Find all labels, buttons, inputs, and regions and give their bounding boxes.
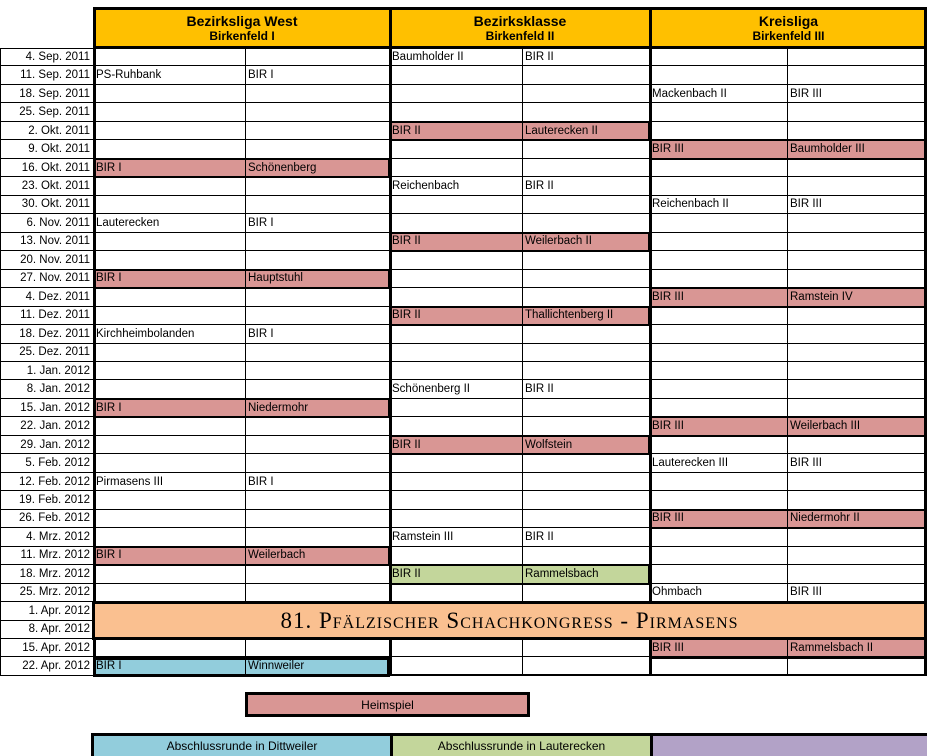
match-cell <box>788 344 927 362</box>
legend-final-dittweiler: Abschlussrunde in Dittweiler <box>94 736 390 756</box>
match-cell: BIR I <box>94 547 246 565</box>
match-cell: Weilerbach <box>246 547 390 565</box>
match-cell <box>650 380 788 398</box>
match-cell <box>788 547 927 565</box>
match-cell <box>390 417 523 435</box>
match-cell <box>523 362 650 380</box>
match-cell <box>246 380 390 398</box>
match-cell <box>94 196 246 214</box>
schedule-row <box>0 399 927 417</box>
schedule-row <box>0 417 927 435</box>
match-cell <box>94 85 246 103</box>
league-team: Birkenfeld III <box>752 29 825 43</box>
date-cell: 8. Apr. 2012 <box>0 621 94 639</box>
match-cell <box>523 103 650 121</box>
match-cell: BIR III <box>788 196 927 214</box>
match-cell: Hauptstuhl <box>246 270 390 288</box>
date-cell: 26. Feb. 2012 <box>0 510 94 528</box>
match-cell <box>523 66 650 84</box>
match-cell: Ohmbach <box>650 584 788 602</box>
match-cell: BIR I <box>94 399 246 417</box>
match-cell <box>650 48 788 66</box>
match-cell <box>390 325 523 343</box>
schedule-row <box>0 66 927 84</box>
schedule-row <box>0 196 927 214</box>
match-cell <box>523 214 650 232</box>
match-cell <box>390 66 523 84</box>
match-cell <box>94 565 246 583</box>
match-cell <box>650 66 788 84</box>
match-cell <box>94 380 246 398</box>
date-cell: 15. Jan. 2012 <box>0 399 94 417</box>
match-cell <box>390 584 523 602</box>
match-cell: BIR III <box>650 510 788 528</box>
match-cell <box>94 288 246 306</box>
match-cell <box>94 233 246 251</box>
match-cell <box>788 473 927 491</box>
match-cell <box>246 491 390 509</box>
match-cell <box>788 233 927 251</box>
match-cell <box>246 233 390 251</box>
match-cell <box>650 565 788 583</box>
date-cell: 19. Feb. 2012 <box>0 491 94 509</box>
match-cell <box>788 380 927 398</box>
match-cell <box>246 417 390 435</box>
match-cell <box>650 122 788 140</box>
match-cell <box>94 344 246 362</box>
match-cell: Ramstein III <box>390 528 523 546</box>
league-name: Bezirksliga West <box>186 13 298 29</box>
match-cell: Lauterecken <box>94 214 246 232</box>
schedule-row <box>0 362 927 380</box>
date-cell: 1. Jan. 2012 <box>0 362 94 380</box>
league2-left-border <box>389 8 392 676</box>
match-cell <box>246 510 390 528</box>
match-cell <box>246 528 390 546</box>
date-cell: 11. Sep. 2011 <box>0 66 94 84</box>
match-cell: Pirmasens III <box>94 473 246 491</box>
date-cell: 16. Okt. 2011 <box>0 159 94 177</box>
match-cell <box>94 103 246 121</box>
date-cell: 18. Sep. 2011 <box>0 85 94 103</box>
match-cell <box>390 491 523 509</box>
match-cell <box>788 48 927 66</box>
schedule-row <box>0 177 927 195</box>
date-cell: 18. Dez. 2011 <box>0 325 94 343</box>
match-cell <box>650 436 788 454</box>
match-cell <box>788 177 927 195</box>
match-cell <box>246 177 390 195</box>
league-header-bezirksliga-west <box>94 8 390 48</box>
match-cell: BIR I <box>94 270 246 288</box>
match-cell: Lauterecken III <box>650 454 788 472</box>
match-cell <box>246 307 390 325</box>
match-cell <box>523 510 650 528</box>
date-cell: 12. Feb. 2012 <box>0 473 94 491</box>
match-cell: BIR II <box>390 436 523 454</box>
match-cell <box>650 159 788 177</box>
match-cell <box>650 233 788 251</box>
league-team: Birkenfeld I <box>209 29 275 43</box>
match-cell <box>523 140 650 158</box>
match-cell <box>650 270 788 288</box>
league-name: Kreisliga <box>758 13 819 29</box>
schedule-row <box>0 288 927 306</box>
schedule-row <box>0 639 927 657</box>
match-cell <box>650 307 788 325</box>
date-cell: 11. Dez. 2011 <box>0 307 94 325</box>
match-cell <box>788 251 927 269</box>
legend-final-lauterecken: Abschlussrunde in Lauterecken <box>390 736 650 756</box>
match-cell <box>390 196 523 214</box>
match-cell: Rammelsbach II <box>788 639 927 657</box>
match-cell: BIR II <box>523 48 650 66</box>
match-cell <box>94 177 246 195</box>
schedule-row <box>0 510 927 528</box>
match-cell <box>650 362 788 380</box>
match-cell <box>650 399 788 417</box>
match-cell <box>246 140 390 158</box>
match-cell <box>246 85 390 103</box>
legend-finals-row <box>91 733 927 756</box>
match-cell: BIR III <box>650 639 788 657</box>
date-cell: 22. Apr. 2012 <box>0 657 94 675</box>
match-cell <box>650 344 788 362</box>
match-cell <box>390 399 523 417</box>
schedule-row <box>0 491 927 509</box>
match-cell: BIR II <box>390 565 523 583</box>
header-top-border <box>93 7 927 10</box>
date-cell: 15. Apr. 2012 <box>0 639 94 657</box>
match-cell <box>523 196 650 214</box>
match-cell: BIR I <box>94 159 246 177</box>
match-cell: Mackenbach II <box>650 85 788 103</box>
match-cell: BIR I <box>94 657 246 675</box>
schedule-grid <box>0 48 927 676</box>
match-cell <box>788 122 927 140</box>
legend-heimspiel: Heimspiel <box>245 692 530 717</box>
match-cell <box>390 251 523 269</box>
match-cell: Reichenbach II <box>650 196 788 214</box>
match-cell: Niedermohr <box>246 399 390 417</box>
match-cell <box>788 307 927 325</box>
match-cell <box>246 288 390 306</box>
date-cell: 1. Apr. 2012 <box>0 602 94 620</box>
match-cell <box>94 122 246 140</box>
schedule-row <box>0 565 927 583</box>
match-cell: Ramstein IV <box>788 288 927 306</box>
match-cell <box>390 270 523 288</box>
date-cell: 4. Sep. 2011 <box>0 48 94 66</box>
match-cell <box>246 362 390 380</box>
schedule-row <box>0 380 927 398</box>
match-cell <box>523 159 650 177</box>
header-bottom-border <box>93 46 927 49</box>
date-cell: 18. Mrz. 2012 <box>0 565 94 583</box>
match-cell <box>788 491 927 509</box>
schedule-row <box>0 103 927 121</box>
schedule-row <box>0 85 927 103</box>
match-cell <box>788 528 927 546</box>
date-cell: 25. Mrz. 2012 <box>0 584 94 602</box>
match-cell <box>650 177 788 195</box>
match-cell: BIR I <box>246 473 390 491</box>
match-cell <box>788 362 927 380</box>
match-cell: Schönenberg <box>246 159 390 177</box>
match-cell: BIR II <box>523 177 650 195</box>
match-cell <box>390 510 523 528</box>
match-cell: BIR II <box>523 528 650 546</box>
table-bottom-border <box>93 674 927 677</box>
schedule-row <box>0 214 927 232</box>
match-cell <box>788 103 927 121</box>
match-cell: PS-Ruhbank <box>94 66 246 84</box>
match-cell <box>650 103 788 121</box>
schedule-row <box>0 159 927 177</box>
schedule-row <box>0 528 927 546</box>
match-cell <box>650 214 788 232</box>
match-cell <box>94 417 246 435</box>
match-cell: BIR II <box>390 233 523 251</box>
match-cell: BIR III <box>788 85 927 103</box>
match-cell <box>246 454 390 472</box>
match-cell: Rammelsbach <box>523 565 650 583</box>
legend-final-purple <box>650 736 927 756</box>
congress-banner-text: 81. Pfälzischer Schachkongress - Pirmasens <box>280 607 739 633</box>
schedule-row <box>0 325 927 343</box>
match-cell <box>523 399 650 417</box>
match-cell <box>390 639 523 657</box>
schedule-row <box>0 436 927 454</box>
match-cell <box>390 214 523 232</box>
match-cell <box>788 66 927 84</box>
match-cell <box>94 491 246 509</box>
schedule-row <box>0 473 927 491</box>
match-cell <box>523 270 650 288</box>
schedule-row <box>0 122 927 140</box>
match-cell <box>788 159 927 177</box>
match-cell: BIR I <box>246 66 390 84</box>
league1-left-border <box>93 8 96 676</box>
match-cell <box>788 214 927 232</box>
match-cell <box>246 196 390 214</box>
match-cell <box>246 251 390 269</box>
date-cell: 4. Dez. 2011 <box>0 288 94 306</box>
match-cell <box>94 140 246 158</box>
match-cell <box>94 362 246 380</box>
league-header-bezirksklasse <box>390 8 650 48</box>
schedule-row <box>0 233 927 251</box>
match-cell: BIR I <box>246 325 390 343</box>
match-cell <box>390 547 523 565</box>
match-cell: Kirchheimbolanden <box>94 325 246 343</box>
schedule-row <box>0 307 927 325</box>
date-cell: 22. Jan. 2012 <box>0 417 94 435</box>
match-cell <box>650 473 788 491</box>
match-cell <box>523 344 650 362</box>
match-cell: Schönenberg II <box>390 380 523 398</box>
date-cell: 4. Mrz. 2012 <box>0 528 94 546</box>
match-cell <box>94 307 246 325</box>
match-cell <box>94 454 246 472</box>
match-cell: Niedermohr II <box>788 510 927 528</box>
match-cell <box>788 436 927 454</box>
schedule-row <box>0 48 927 66</box>
date-cell: 20. Nov. 2011 <box>0 251 94 269</box>
match-cell <box>246 565 390 583</box>
match-cell <box>390 159 523 177</box>
match-cell <box>650 325 788 343</box>
date-cell: 5. Feb. 2012 <box>0 454 94 472</box>
match-cell <box>246 436 390 454</box>
schedule-row <box>0 251 927 269</box>
match-cell <box>650 547 788 565</box>
match-cell <box>390 344 523 362</box>
match-cell <box>390 85 523 103</box>
match-cell: Weilerbach III <box>788 417 927 435</box>
match-cell <box>523 325 650 343</box>
date-cell: 30. Okt. 2011 <box>0 196 94 214</box>
match-cell <box>390 288 523 306</box>
date-cell: 29. Jan. 2012 <box>0 436 94 454</box>
match-cell <box>94 251 246 269</box>
match-cell <box>523 584 650 602</box>
match-cell: Lauterecken II <box>523 122 650 140</box>
match-cell <box>523 491 650 509</box>
match-cell <box>94 510 246 528</box>
match-cell: Wolfstein <box>523 436 650 454</box>
match-cell: Winnweiler <box>246 657 390 675</box>
match-cell <box>390 103 523 121</box>
match-cell: BIR III <box>650 417 788 435</box>
match-cell <box>523 547 650 565</box>
date-cell: 25. Sep. 2011 <box>0 103 94 121</box>
match-cell: BIR III <box>788 454 927 472</box>
match-cell: BIR I <box>246 214 390 232</box>
match-cell <box>523 85 650 103</box>
date-cell: 2. Okt. 2011 <box>0 122 94 140</box>
match-cell <box>94 528 246 546</box>
congress-banner <box>92 601 927 640</box>
match-cell: Reichenbach <box>390 177 523 195</box>
match-cell <box>523 454 650 472</box>
match-cell <box>523 251 650 269</box>
match-cell <box>390 454 523 472</box>
match-cell <box>523 288 650 306</box>
date-cell: 8. Jan. 2012 <box>0 380 94 398</box>
match-cell <box>390 473 523 491</box>
match-cell <box>523 417 650 435</box>
date-cell: 27. Nov. 2011 <box>0 270 94 288</box>
date-cell: 13. Nov. 2011 <box>0 233 94 251</box>
match-cell <box>94 436 246 454</box>
match-cell <box>246 639 390 657</box>
schedule-row <box>0 140 927 158</box>
match-cell <box>650 251 788 269</box>
match-cell <box>650 528 788 546</box>
match-cell: BIR II <box>390 122 523 140</box>
match-cell <box>788 270 927 288</box>
match-cell <box>390 362 523 380</box>
league-header-kreisliga <box>650 8 927 48</box>
date-cell: 9. Okt. 2011 <box>0 140 94 158</box>
date-cell: 11. Mrz. 2012 <box>0 547 94 565</box>
match-cell: Baumholder II <box>390 48 523 66</box>
match-cell <box>523 473 650 491</box>
date-cell: 25. Dez. 2011 <box>0 344 94 362</box>
league-name: Bezirksklasse <box>473 13 567 29</box>
match-cell <box>788 399 927 417</box>
schedule-row <box>0 584 927 602</box>
date-cell: 6. Nov. 2011 <box>0 214 94 232</box>
match-cell <box>788 325 927 343</box>
match-cell: Thallichtenberg II <box>523 307 650 325</box>
league3-left-border <box>649 8 652 676</box>
schedule-row <box>0 547 927 565</box>
match-cell: BIR II <box>390 307 523 325</box>
schedule-row <box>0 454 927 472</box>
match-cell: Baumholder III <box>788 140 927 158</box>
match-cell: BIR II <box>523 380 650 398</box>
league-team: Birkenfeld II <box>485 29 555 43</box>
match-cell <box>246 584 390 602</box>
schedule-row <box>0 270 927 288</box>
match-cell: BIR III <box>788 584 927 602</box>
match-cell <box>94 48 246 66</box>
match-cell <box>650 491 788 509</box>
match-cell <box>390 140 523 158</box>
match-cell <box>94 639 246 657</box>
match-cell: Weilerbach II <box>523 233 650 251</box>
match-cell <box>94 584 246 602</box>
match-cell <box>788 565 927 583</box>
match-cell: BIR III <box>650 288 788 306</box>
match-cell <box>246 48 390 66</box>
match-cell <box>246 344 390 362</box>
match-cell: BIR III <box>650 140 788 158</box>
match-cell <box>246 122 390 140</box>
match-cell <box>246 103 390 121</box>
date-cell: 23. Okt. 2011 <box>0 177 94 195</box>
match-cell <box>523 639 650 657</box>
schedule-row <box>0 344 927 362</box>
